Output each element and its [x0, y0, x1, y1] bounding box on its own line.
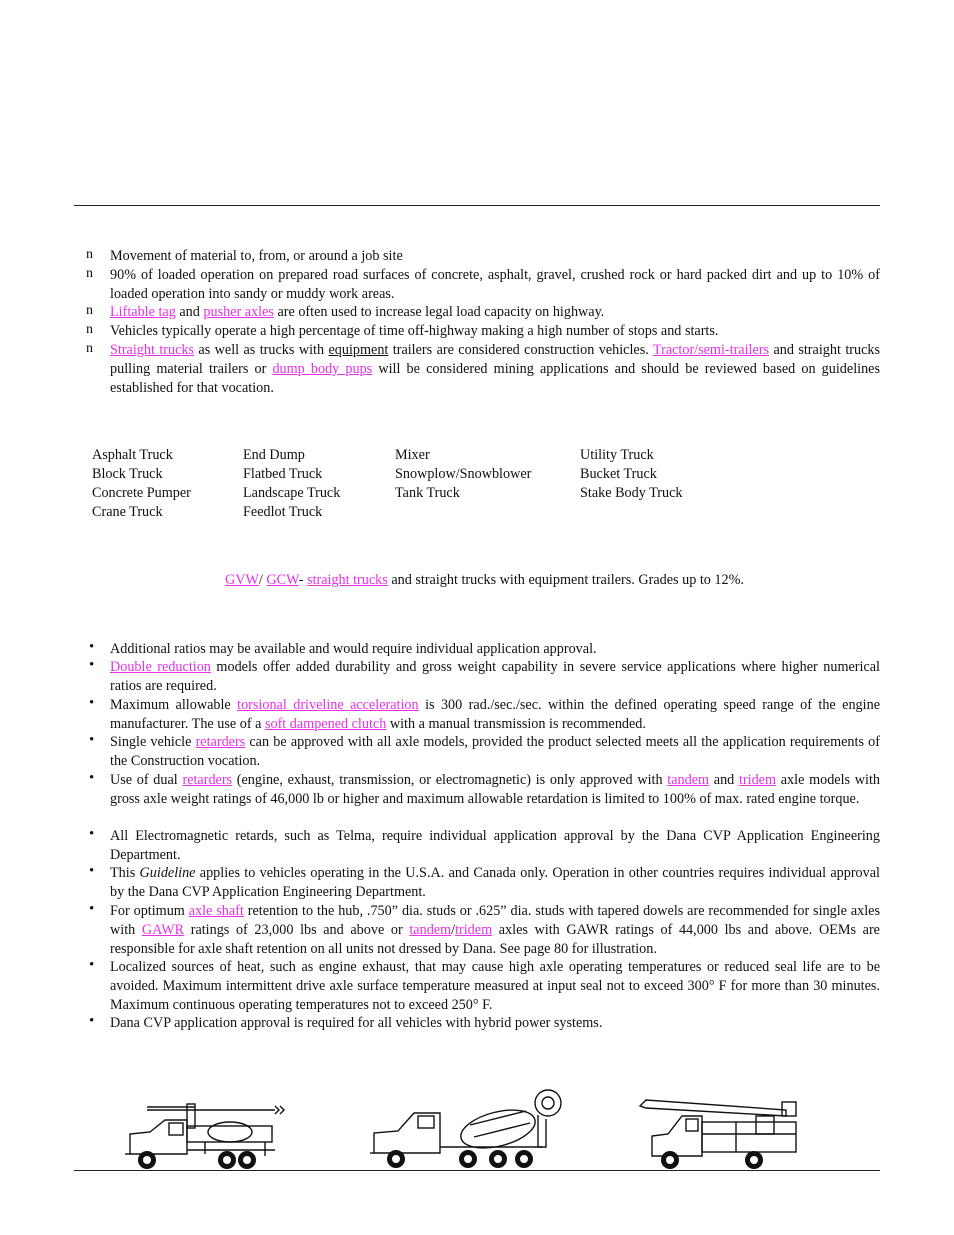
vehicle-type: Concrete Pumper [92, 485, 191, 501]
tridem-link[interactable]: tridem [455, 921, 493, 938]
dump-body-pups-link[interactable]: dump body pups [272, 360, 373, 377]
text-run: (engine, exhaust, transmission, or electromagnetic) is only approved with [232, 772, 668, 788]
text-run: axles with GAWR ratings of 44,000 lbs and above. OEMs are responsible for axle shaft retention on all units not dressed by Dana. See page 80 for illustration. [110, 921, 880, 957]
vehicle-type: Block Truck [92, 466, 163, 482]
bullet-dot: • [89, 770, 95, 786]
text-run: ratings of 23,000 lbs and above or [184, 921, 410, 938]
text-run: and straight trucks pulling material trailers or [110, 342, 880, 377]
text-run: Single vehicle [110, 734, 196, 750]
text-run: applies to vehicles operating in the U.S.A. and Canada only. Operation in other countries requires individual approval by the Dana CVP Application Engineering Department. [110, 865, 880, 900]
gawr-link[interactable]: GAWR [141, 921, 185, 938]
bullet-dot: • [89, 957, 95, 973]
intro-bullet-text [110, 303, 880, 322]
text-run: can be approved with all axle models, provided the product selected meets all the application requirements of the Construction vocation. [110, 734, 880, 769]
intro-bullet-text [110, 266, 880, 304]
text-run: Maximum allowable [110, 697, 238, 713]
drill-truck-illustration [125, 1098, 285, 1173]
vehicle-type: Landscape Truck [243, 485, 341, 501]
pusher-axles-link[interactable]: pusher axles [203, 304, 274, 320]
vehicle-type: End Dump [243, 447, 305, 463]
note-text [110, 658, 880, 696]
double-reduction-link[interactable]: Double reduction [110, 659, 211, 675]
note-text [110, 640, 880, 659]
torsional-driveline-acceleration-link[interactable]: torsional driveline acceleration [237, 697, 419, 713]
mixer-truck-illustration [370, 1085, 570, 1173]
vehicle-type: Tank Truck [395, 485, 460, 501]
vehicle-type: Asphalt Truck [92, 447, 173, 463]
note-text [110, 902, 880, 958]
bullet-marker: n [86, 303, 93, 318]
bullet-marker: n [86, 247, 93, 262]
note-text [110, 1014, 880, 1033]
soft-dampened-clutch-link[interactable]: soft dampened clutch [264, 715, 387, 732]
text-run: is 300 rad./sec./sec. within the defined operating speed range of the engine manufacturer. The use of a [110, 697, 880, 732]
note-text [110, 958, 880, 1014]
note-text [110, 864, 880, 902]
vehicle-type: Stake Body Truck [580, 485, 683, 501]
text-run: equipment [328, 342, 389, 358]
note-text [110, 733, 880, 771]
vehicle-type: Bucket Truck [580, 466, 657, 482]
retarders-link[interactable]: retarders [182, 772, 233, 788]
gvw-text: and straight trucks with equipment trailers. Grades up to 12%. [387, 572, 744, 588]
axle-shaft-link[interactable]: axle shaft [188, 903, 244, 919]
tandem-link[interactable]: tandem [667, 772, 710, 788]
tandem-link[interactable]: tandem [409, 921, 452, 938]
vehicle-type: Mixer [395, 447, 430, 463]
gvw-description [225, 571, 744, 590]
text-run: trailers are considered construction vehicles. [388, 342, 653, 358]
gcw-link[interactable]: GCW [266, 572, 299, 588]
bullet-dot: • [89, 901, 95, 917]
vehicle-column-1 [92, 446, 191, 522]
text-run: Guideline [139, 865, 196, 881]
text-run: Use of dual [110, 772, 183, 788]
text-run: Additional ratios may be available and would require individual application approval. [110, 641, 597, 657]
vehicle-type: Crane Truck [92, 504, 163, 520]
bullet-marker: n [86, 341, 93, 356]
bullet-dot: • [89, 695, 95, 711]
text-run: and [175, 304, 204, 320]
vehicle-column-2 [243, 446, 340, 522]
text-run: models offer added durability and gross weight capability in severe service applications where higher numerical ratios are required. [110, 659, 880, 694]
intro-bullet-text [110, 322, 880, 341]
text-run: Movement of material to, from, or around a job site [110, 248, 403, 264]
bullet-marker: n [86, 322, 93, 337]
note-text [110, 696, 880, 734]
tridem-link[interactable]: tridem [738, 772, 777, 788]
vehicle-column-4 [580, 446, 682, 503]
text-run: This [110, 865, 140, 881]
note-text [110, 827, 880, 865]
text-run: and [709, 772, 739, 788]
vehicle-type: Flatbed Truck [243, 466, 323, 482]
text-run: For optimum [110, 903, 189, 919]
bullet-dot: • [89, 732, 95, 748]
bottom-divider [74, 1170, 880, 1171]
vehicle-type: Utility Truck [580, 447, 654, 463]
text-run: are often used to increase legal load capacity on highway. [273, 304, 605, 320]
text-run: with a manual transmission is recommended. [386, 715, 646, 732]
separator: - [298, 572, 307, 588]
gvw-link[interactable]: GVW [225, 572, 259, 588]
vehicle-type: Feedlot Truck [243, 504, 323, 520]
text-run: / [451, 921, 456, 938]
tractor-semi-trailers-link[interactable]: Tractor/semi-trailers [652, 342, 770, 358]
text-run: will be considered mining applications and should be reviewed based on guidelines established for that vocation. [110, 360, 880, 396]
bullet-dot: • [89, 639, 95, 655]
crane-truck-illustration [636, 1096, 806, 1173]
straight-trucks-link[interactable]: Straight trucks [110, 342, 195, 358]
separator: / [258, 572, 267, 588]
vehicle-type: Snowplow/Snowblower [395, 466, 532, 482]
intro-bullet-text [110, 247, 880, 266]
straight-trucks-link[interactable]: straight trucks [307, 572, 388, 588]
bullet-dot: • [89, 863, 95, 879]
text-run: 90% of loaded operation on prepared road surfaces of concrete, asphalt, gravel, crushed rock or hard packed dirt and up to 10% of loaded operation into sandy or muddy work areas. [110, 267, 880, 302]
top-divider [74, 205, 880, 206]
vehicle-column-3 [395, 446, 531, 503]
bullet-dot: • [89, 657, 95, 673]
liftable-tag-link[interactable]: Liftable tag [110, 304, 176, 320]
text-run: retention to the hub, .750” dia. studs or .625” dia. studs with tapered dowels are recommended for single axles with [110, 903, 880, 938]
text-run: Vehicles typically operate a high percentage of time off-highway making a high number of stops and starts. [110, 323, 719, 339]
text-run: axle models with gross axle weight ratings of 46,000 lb or higher and maximum allowable retardation is limited to 100% of max. rated engine torque. [110, 772, 881, 807]
intro-bullet-text [110, 341, 880, 397]
bullet-dot: • [89, 826, 95, 842]
bullet-marker: n [86, 266, 93, 281]
text-run: as well as trucks with [194, 342, 329, 358]
retarders-link[interactable]: retarders [195, 734, 246, 750]
text-run: Localized sources of heat, such as engine exhaust, that may cause high axle operating temperatures or reduced seal life are to be avoided. Maximum intermittent drive axle surface temperature measured at input seal not to exceed 300° F for more than 30 minutes. Maximum continuous operating temperatures not to exceed 250° F. [110, 959, 880, 1013]
text-run: All Electromagnetic retards, such as Telma, require individual application approval by the Dana CVP Application Engineering Department. [110, 828, 880, 863]
text-run: Dana CVP application approval is required for all vehicles with hybrid power systems. [110, 1015, 603, 1031]
bullet-dot: • [89, 1013, 95, 1029]
note-text [110, 771, 880, 809]
